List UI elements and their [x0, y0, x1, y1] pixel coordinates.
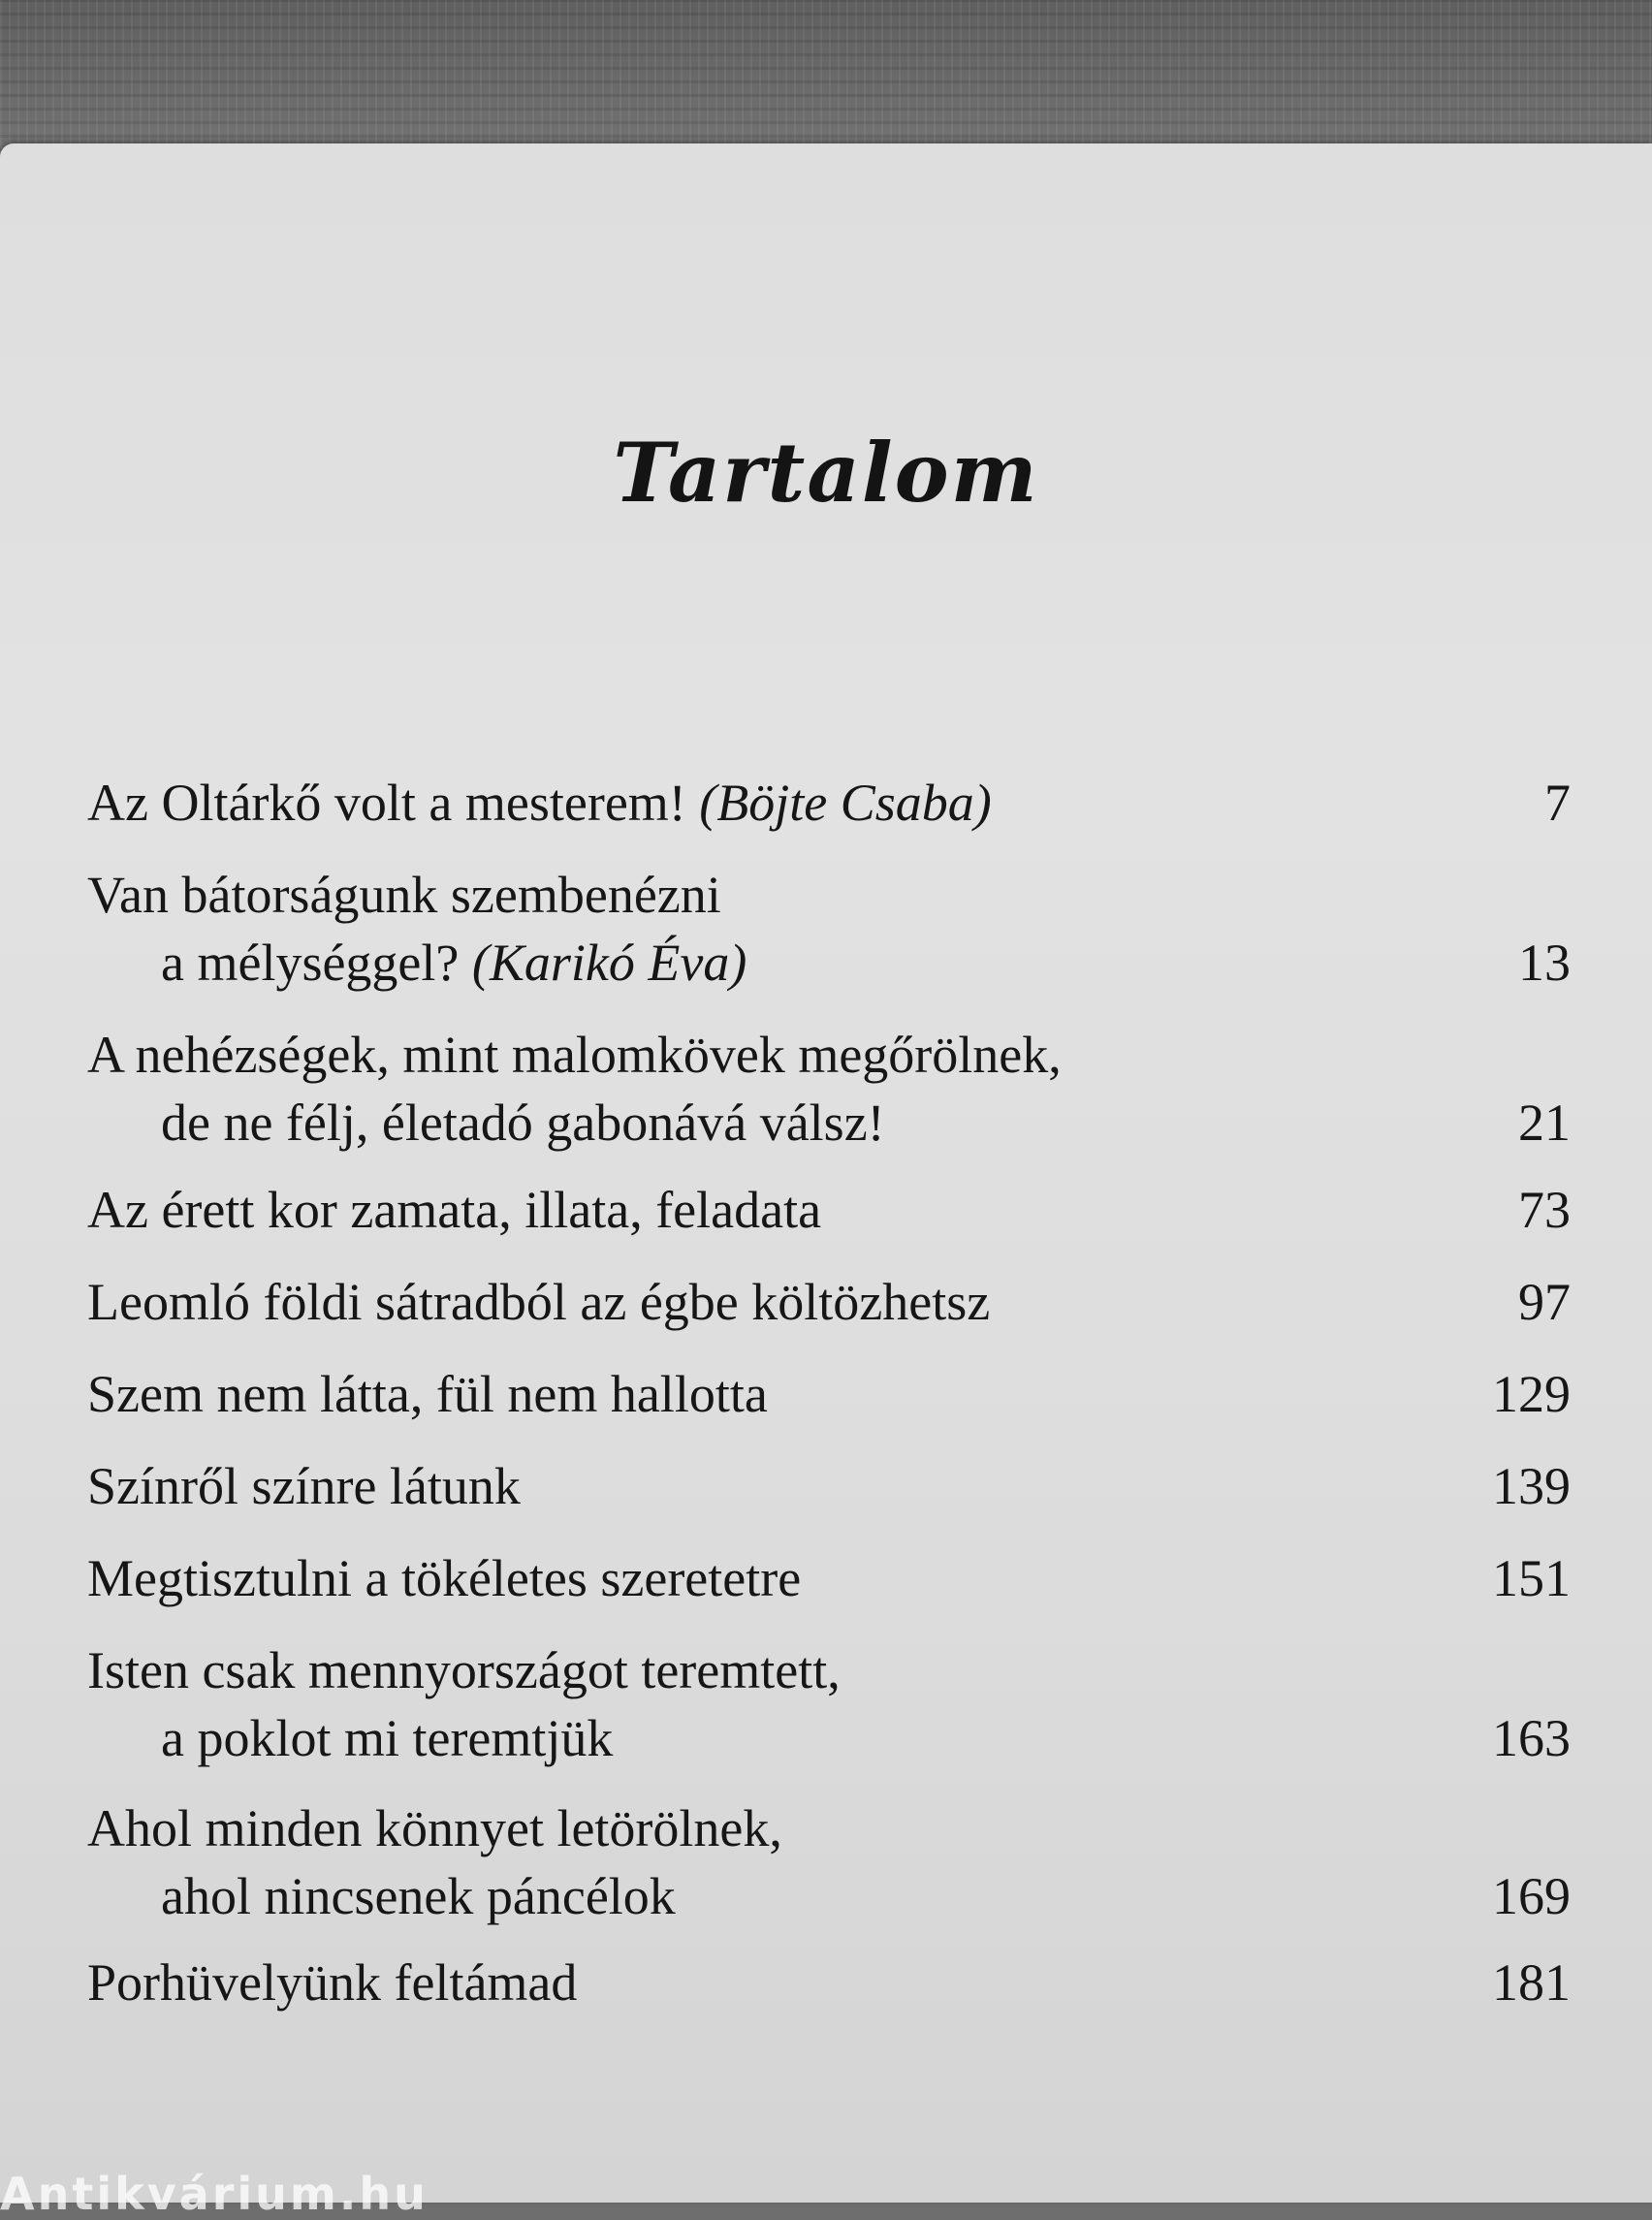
entry-page-number: 73: [1518, 1181, 1571, 1239]
entry-page-number: 181: [1492, 1953, 1571, 2012]
page-title: Tartalom: [613, 425, 1039, 521]
entry-page-number: 13: [1518, 934, 1571, 992]
entry-title: Isten csak mennyországot teremtett,: [87, 1641, 841, 1699]
entry-title: Színről színre látunk: [87, 1457, 521, 1515]
entry-page-number: 7: [1544, 774, 1571, 832]
entry-title: Ahol minden könnyet letörölnek,: [87, 1799, 782, 1857]
entry-page-number: 97: [1518, 1273, 1571, 1331]
entry-page-number: 151: [1492, 1549, 1571, 1607]
book-page: [0, 143, 1652, 2220]
entry-title: Van bátorságunk szembenézni: [87, 866, 721, 924]
entry-title: Megtisztulni a tökéletes szeretetre: [87, 1549, 802, 1607]
toc-entry: [87, 1636, 1571, 1772]
entry-title-continued: de ne félj, életadó gabonává válsz!: [161, 1094, 885, 1152]
toc-entry: [87, 1544, 1571, 1612]
entry-page-number: 21: [1518, 1094, 1571, 1152]
toc-entry: [87, 1452, 1571, 1520]
entry-title: Porhüvelyünk feltámad: [87, 1953, 578, 2012]
entry-title: A nehézségek, mint malomkövek megőrölnek,: [87, 1026, 1062, 1084]
entry-title-continued: a mélységgel? (Karikó Éva): [161, 934, 747, 992]
toc-entry: [87, 1021, 1571, 1157]
entry-title: Az Oltárkő volt a mesterem! (Böjte Csaba): [87, 774, 992, 832]
toc-entry: [87, 1794, 1571, 1930]
toc-entry: [87, 1949, 1571, 2016]
entry-title-continued: a poklot mi teremtjük: [161, 1709, 614, 1767]
watermark: Antikvárium.hu: [0, 2168, 429, 2220]
entry-title: Szem nem látta, fül nem hallotta: [87, 1365, 768, 1423]
entry-page-number: 129: [1492, 1365, 1571, 1423]
toc-entry: [87, 1360, 1571, 1428]
entry-page-number: 163: [1492, 1709, 1571, 1767]
toc-entry: [87, 1268, 1571, 1336]
entry-author: (Karikó Éva): [471, 934, 747, 992]
background-surface: [0, 0, 1652, 165]
entry-title-continued: ahol nincsenek páncélok: [161, 1867, 676, 1925]
entry-author: (Böjte Csaba): [699, 774, 992, 832]
toc-entry: [87, 1176, 1571, 1244]
entry-title: Leomló földi sátradból az égbe költözhetsz: [87, 1273, 991, 1331]
toc-entry: [87, 769, 1571, 837]
entry-page-number: 139: [1492, 1457, 1571, 1515]
table-of-contents: [87, 143, 1571, 2203]
entry-page-number: 169: [1492, 1867, 1571, 1925]
entry-title: Az érett kor zamata, illata, feladata: [87, 1181, 822, 1239]
toc-entry: [87, 861, 1571, 997]
